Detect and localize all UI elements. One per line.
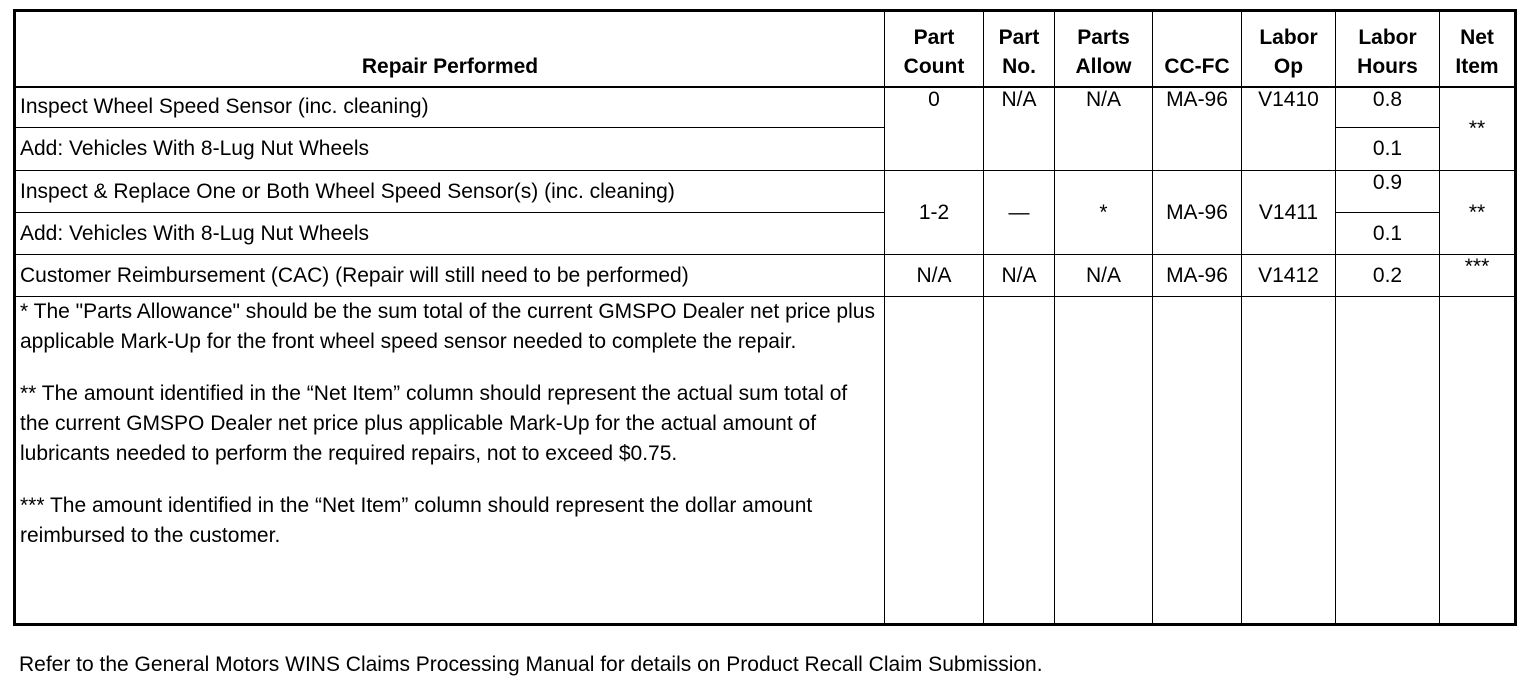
repair-description: Inspect & Replace One or Both Wheel Speed Sensor(s) (inc. cleaning) bbox=[15, 171, 885, 213]
parts-allow-cell: N/A bbox=[1055, 255, 1153, 297]
labor-hours-cell: 0.2 bbox=[1336, 255, 1440, 297]
part-count-cell: 1-2 bbox=[885, 171, 984, 255]
footnotes bbox=[15, 297, 885, 625]
empty-cell bbox=[1336, 297, 1440, 625]
header-parts-allow: Parts Allow bbox=[1055, 11, 1153, 87]
table-row bbox=[15, 87, 1516, 128]
claims-manual-reference: Refer to the General Motors WINS Claims Processing Manual for details on Product Recall Claim Submission. bbox=[19, 653, 1043, 676]
empty-cell bbox=[1242, 297, 1336, 625]
repair-description: Add: Vehicles With 8-Lug Nut Wheels bbox=[15, 128, 885, 171]
cc-fc-cell: MA-96 bbox=[1153, 255, 1242, 297]
repair-description: Customer Reimbursement (CAC) (Repair will still need to be performed) bbox=[15, 255, 885, 297]
part-count-cell: N/A bbox=[885, 255, 984, 297]
cc-fc-cell: MA-96 bbox=[1153, 171, 1242, 255]
header-net-item: Net Item bbox=[1440, 11, 1516, 87]
parts-allow-cell: N/A bbox=[1055, 87, 1153, 171]
parts-allow-cell: * bbox=[1055, 171, 1153, 255]
net-item-cell: *** bbox=[1440, 255, 1516, 297]
net-item-cell: ** bbox=[1440, 87, 1516, 171]
footnote-net-item-lubricants: ** The amount identified in the “Net Item” column should represent the actual sum total of the current GMSPO Dealer net price plus applicable Mark-Up for the actual amount of lubricants needed to perform the required repairs, not to exceed $0.75. bbox=[20, 382, 848, 465]
header-row bbox=[15, 11, 1516, 87]
footnote-parts-allowance: * The "Parts Allowance" should be the sum total of the current GMSPO Dealer net price plus applicable Mark-Up for the front wheel speed sensor needed to complete the repair. bbox=[20, 300, 875, 353]
table-row bbox=[15, 171, 1516, 213]
empty-cell bbox=[1153, 297, 1242, 625]
empty-cell bbox=[984, 297, 1055, 625]
labor-hours-cell: 0.8 bbox=[1336, 87, 1440, 128]
empty-cell bbox=[1055, 297, 1153, 625]
labor-hours-cell: 0.9 bbox=[1336, 171, 1440, 213]
table-row bbox=[15, 255, 1516, 297]
empty-cell bbox=[885, 297, 984, 625]
repair-description: Inspect Wheel Speed Sensor (inc. cleaning) bbox=[15, 87, 885, 128]
labor-hours-cell: 0.1 bbox=[1336, 213, 1440, 255]
cc-fc-cell: MA-96 bbox=[1153, 87, 1242, 171]
header-repair-performed: Repair Performed bbox=[15, 11, 885, 87]
header-cc-fc: CC-FC bbox=[1153, 11, 1242, 87]
footnote-net-item-reimbursement: *** The amount identified in the “Net Item” column should represent the dollar amount reimbursed to the customer. bbox=[20, 494, 813, 547]
labor-op-cell: V1411 bbox=[1242, 171, 1336, 255]
header-part-count: Part Count bbox=[885, 11, 984, 87]
part-count-cell: 0 bbox=[885, 87, 984, 171]
part-no-cell: N/A bbox=[984, 87, 1055, 171]
empty-cell bbox=[1440, 297, 1516, 625]
header-labor-hours: Labor Hours bbox=[1336, 11, 1440, 87]
part-no-cell: — bbox=[984, 171, 1055, 255]
net-item-cell: ** bbox=[1440, 171, 1516, 255]
notes-row bbox=[15, 297, 1516, 625]
header-labor-op: Labor Op bbox=[1242, 11, 1336, 87]
labor-hours-cell: 0.1 bbox=[1336, 128, 1440, 171]
labor-operations-table bbox=[13, 9, 1517, 626]
repair-description: Add: Vehicles With 8-Lug Nut Wheels bbox=[15, 213, 885, 255]
part-no-cell: N/A bbox=[984, 255, 1055, 297]
labor-op-cell: V1412 bbox=[1242, 255, 1336, 297]
labor-op-cell: V1410 bbox=[1242, 87, 1336, 171]
header-part-no: Part No. bbox=[984, 11, 1055, 87]
